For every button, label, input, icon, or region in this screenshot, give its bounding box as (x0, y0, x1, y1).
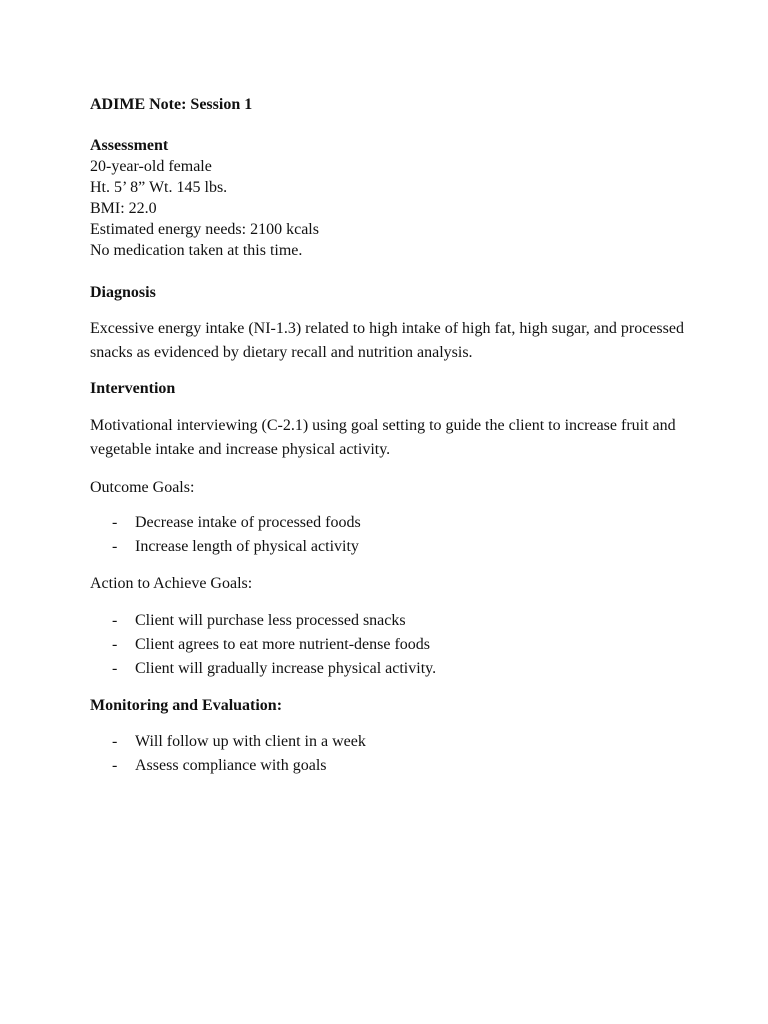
diagnosis-text: Excessive energy intake (NI-1.3) related to high intake of high fat, high sugar, and processed snacks as evidenced by dietary recall and nutrition analysis. (90, 320, 684, 361)
assessment-medication: No medication taken at this time. (90, 242, 303, 259)
assessment-bmi: BMI: 22.0 (90, 200, 157, 217)
monitoring-item-text: Assess compliance with goals (135, 757, 327, 774)
intervention-text: Motivational interviewing (C-2.1) using goal setting to guide the client to increase fruit and vegetable intake and increase physical activity. (90, 417, 676, 458)
assessment-age-sex: 20-year-old female (90, 158, 212, 175)
assessment-height-weight: Ht. 5’ 8” Wt. 145 lbs. (90, 179, 228, 196)
intervention-heading: Intervention (90, 380, 176, 397)
bullet-dash: - (112, 612, 118, 629)
action-goals-label: Action to Achieve Goals: (90, 575, 253, 592)
assessment-energy-needs: Estimated energy needs: 2100 kcals (90, 221, 319, 238)
monitoring-item-text: Will follow up with client in a week (135, 733, 366, 750)
diagnosis-heading: Diagnosis (90, 284, 156, 301)
bullet-dash: - (112, 514, 118, 531)
action-text: Client agrees to eat more nutrient-dense foods (135, 636, 431, 653)
bullet-dash: - (112, 733, 118, 750)
outcome-goal-text: Decrease intake of processed foods (135, 514, 361, 531)
outcome-goal-text: Increase length of physical activity (135, 538, 359, 555)
action-text: Client will gradually increase physical activity. (135, 660, 437, 677)
bullet-dash: - (112, 636, 118, 653)
monitoring-heading: Monitoring and Evaluation: (90, 697, 283, 714)
bullet-dash: - (112, 538, 118, 555)
outcome-goals-label: Outcome Goals: (90, 479, 195, 496)
bullet-dash: - (112, 660, 118, 677)
bullet-dash: - (112, 757, 118, 774)
assessment-heading: Assessment (90, 137, 169, 154)
action-text: Client will purchase less processed snacks (135, 612, 406, 629)
document-title: ADIME Note: Session 1 (90, 96, 253, 113)
